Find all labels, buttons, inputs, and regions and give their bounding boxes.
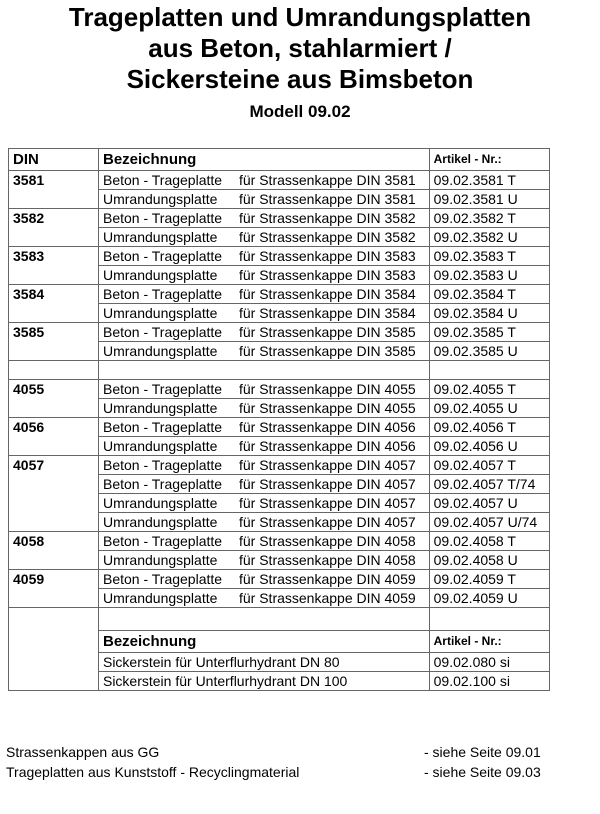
for-label: für Strassenkappe DIN 4057 [238,494,416,511]
artikel-cell: 09.02.4057 U [429,494,549,513]
bezeichnung-cell [98,190,429,209]
product-table-body [9,149,550,691]
for-label: für Strassenkappe DIN 3581 [238,190,416,207]
bezeichnung-cell [98,494,429,513]
model-label: Modell 09.02 [249,102,351,121]
for-label: für Strassenkappe DIN 4058 [238,551,416,568]
table-row [9,456,550,475]
bezeichnung-cell [98,532,429,551]
bezeichnung-cell [98,437,429,456]
bezeichnung-cell [98,342,429,361]
sub-bezeichnung-cell: Sickerstein für Unterflurhydrant DN 100 [98,672,429,691]
type-label: Beton - Trageplatte [102,209,223,226]
artikel-cell: 09.02.3581 U [429,190,549,209]
for-label: für Strassenkappe DIN 4057 [238,456,416,473]
for-label: für Strassenkappe DIN 4056 [238,437,416,454]
for-label: für Strassenkappe DIN 3584 [238,304,416,321]
table-row [9,285,550,304]
for-label: für Strassenkappe DIN 4056 [238,418,416,435]
spacer-cell [98,608,429,631]
artikel-cell: 09.02.3585 U [429,342,549,361]
artikel-cell: 09.02.4058 U [429,551,549,570]
title-line-2: aus Beton, stahlarmiert / [148,33,452,63]
din-cell [9,475,99,494]
table-row [9,513,550,532]
table-row [9,342,550,361]
bezeichnung-cell [98,551,429,570]
sub-bezeichnung-cell: Sickerstein für Unterflurhydrant DN 80 [98,653,429,672]
din-cell [9,494,99,513]
title-line-3: Sickersteine aus Bimsbeton [126,64,474,94]
table-row [9,171,550,190]
table-header-row [9,149,550,171]
bezeichnung-cell [98,570,429,589]
for-label: für Strassenkappe DIN 3582 [238,209,416,226]
artikel-cell: 09.02.4058 T [429,532,549,551]
din-cell [9,551,99,570]
page-title [0,2,600,95]
footer-ref-2: - siehe Seite 09.03 [424,764,541,780]
for-label: für Strassenkappe DIN 3581 [238,171,416,188]
sub-col-header-bezeichnung: Bezeichnung [98,631,429,653]
table-row [9,437,550,456]
bezeichnung-cell [98,418,429,437]
table-row [9,323,550,342]
din-cell [9,342,99,361]
type-label: Beton - Trageplatte [102,171,223,188]
artikel-cell: 09.02.4056 U [429,437,549,456]
bezeichnung-cell [98,304,429,323]
artikel-cell: 09.02.4055 U [429,399,549,418]
table-row [9,532,550,551]
bezeichnung-cell [98,266,429,285]
bezeichnung-cell [98,456,429,475]
col-header-din: DIN [9,149,99,171]
footer-note-1: Strassenkappen aus GG [6,744,160,760]
din-cell [9,589,99,608]
spacer-row [9,608,550,631]
for-label: für Strassenkappe DIN 4059 [238,570,416,587]
artikel-cell: 09.02.3584 U [429,304,549,323]
artikel-cell: 09.02.4059 U [429,589,549,608]
table-row [9,228,550,247]
artikel-cell: 09.02.4056 T [429,418,549,437]
din-cell [9,437,99,456]
sub-table-row [9,653,550,672]
bezeichnung-cell [98,209,429,228]
type-label: Beton - Trageplatte [102,456,223,473]
artikel-cell: 09.02.4057 T [429,456,549,475]
table-row [9,266,550,285]
spacer-cell [9,631,99,653]
din-cell: 3585 [9,323,99,342]
din-cell [9,399,99,418]
table-row [9,551,550,570]
type-label: Umrandungsplatte [102,494,218,511]
type-label: Umrandungsplatte [102,589,218,606]
for-label: für Strassenkappe DIN 4057 [238,513,416,530]
bezeichnung-cell [98,323,429,342]
artikel-cell: 09.02.4059 T [429,570,549,589]
type-label: Beton - Trageplatte [102,323,223,340]
spacer-cell [429,361,549,380]
title-line-1: Trageplatten und Umrandungsplatten [68,2,532,32]
type-label: Umrandungsplatte [102,513,218,530]
artikel-cell: 09.02.3585 T [429,323,549,342]
col-header-bezeichnung: Bezeichnung [98,149,429,171]
din-cell: 3581 [9,171,99,190]
sub-header-row [9,631,550,653]
for-label: für Strassenkappe DIN 4059 [238,589,416,606]
table-row [9,399,550,418]
din-cell: 4059 [9,570,99,589]
type-label: Beton - Trageplatte [102,380,223,397]
din-cell: 4058 [9,532,99,551]
table-row [9,247,550,266]
spacer-cell [9,672,99,691]
din-cell [9,190,99,209]
type-label: Umrandungsplatte [102,228,218,245]
type-label: Beton - Trageplatte [102,532,223,549]
din-cell: 4055 [9,380,99,399]
table-row [9,190,550,209]
type-label: Umrandungsplatte [102,266,218,283]
din-cell [9,304,99,323]
type-label: Beton - Trageplatte [102,418,223,435]
artikel-cell: 09.02.3584 T [429,285,549,304]
for-label: für Strassenkappe DIN 4055 [238,380,416,397]
bezeichnung-cell [98,380,429,399]
spacer-cell [9,653,99,672]
artikel-cell: 09.02.4055 T [429,380,549,399]
artikel-cell: 09.02.3581 T [429,171,549,190]
spacer-cell [9,608,99,631]
bezeichnung-cell [98,513,429,532]
table-row [9,304,550,323]
col-header-artikel: Artikel - Nr.: [429,149,549,171]
artikel-cell: 09.02.4057 U/74 [429,513,549,532]
for-label: für Strassenkappe DIN 3584 [238,285,416,302]
footer-note-2: Trageplatten aus Kunststoff - Recyclingmaterial [6,764,300,780]
type-label: Umrandungsplatte [102,304,218,321]
for-label: für Strassenkappe DIN 3585 [238,323,416,340]
for-label: für Strassenkappe DIN 4057 [238,475,416,492]
type-label: Beton - Trageplatte [102,570,223,587]
table-row [9,418,550,437]
sub-artikel-cell: 09.02.100 si [429,672,549,691]
spacer-row [9,361,550,380]
type-label: Umrandungsplatte [102,399,218,416]
sub-table-row [9,672,550,691]
din-cell: 3584 [9,285,99,304]
product-table [8,148,550,691]
table-row [9,570,550,589]
sub-artikel-cell: 09.02.080 si [429,653,549,672]
artikel-cell: 09.02.3583 T [429,247,549,266]
type-label: Beton - Trageplatte [102,285,223,302]
for-label: für Strassenkappe DIN 3583 [238,247,416,264]
bezeichnung-cell [98,171,429,190]
for-label: für Strassenkappe DIN 4055 [238,399,416,416]
table-row [9,589,550,608]
type-label: Umrandungsplatte [102,551,218,568]
table-row [9,494,550,513]
din-cell: 4056 [9,418,99,437]
din-cell: 3583 [9,247,99,266]
din-cell: 3582 [9,209,99,228]
table-row [9,475,550,494]
table-row [9,209,550,228]
spacer-cell [9,361,99,380]
artikel-cell: 09.02.3582 U [429,228,549,247]
din-cell [9,266,99,285]
artikel-cell: 09.02.3583 U [429,266,549,285]
sub-col-header-artikel: Artikel - Nr.: [429,631,549,653]
din-cell: 4057 [9,456,99,475]
for-label: für Strassenkappe DIN 4058 [238,532,416,549]
type-label: Umrandungsplatte [102,190,218,207]
bezeichnung-cell [98,589,429,608]
for-label: für Strassenkappe DIN 3582 [238,228,416,245]
type-label: Beton - Trageplatte [102,475,223,492]
type-label: Beton - Trageplatte [102,247,223,264]
type-label: Umrandungsplatte [102,342,218,359]
bezeichnung-cell [98,285,429,304]
bezeichnung-cell [98,228,429,247]
spacer-cell [429,608,549,631]
type-label: Umrandungsplatte [102,437,218,454]
artikel-cell: 09.02.3582 T [429,209,549,228]
artikel-cell: 09.02.4057 T/74 [429,475,549,494]
din-cell [9,228,99,247]
for-label: für Strassenkappe DIN 3585 [238,342,416,359]
for-label: für Strassenkappe DIN 3583 [238,266,416,283]
spacer-cell [98,361,429,380]
bezeichnung-cell [98,475,429,494]
footer-ref-1: - siehe Seite 09.01 [424,744,541,760]
bezeichnung-cell [98,247,429,266]
din-cell [9,513,99,532]
bezeichnung-cell [98,399,429,418]
table-row [9,380,550,399]
